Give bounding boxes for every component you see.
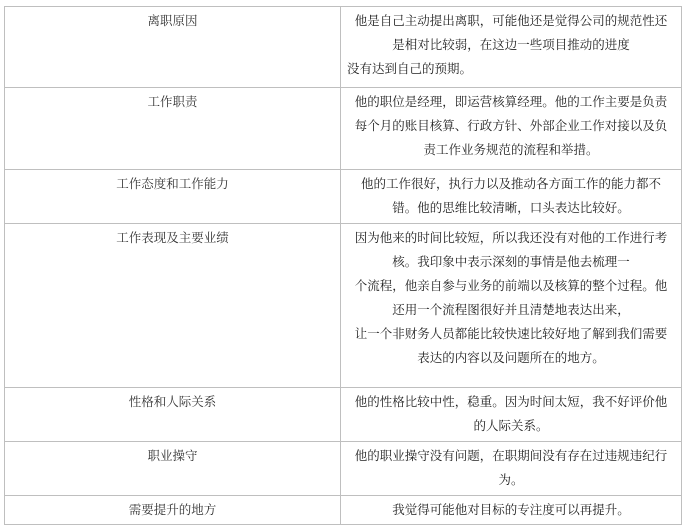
row-label: 离职原因 <box>5 7 341 88</box>
row-label: 需要提升的地方 <box>5 496 341 525</box>
table-row-resignation-reason <box>5 7 682 88</box>
table-row-job-duties <box>5 88 682 170</box>
value-line: 责工作业务规范的流程和举措。 <box>423 142 599 157</box>
value-line: 没有达到自己的预期。 <box>347 61 473 76</box>
table-row-areas-to-improve <box>5 496 682 525</box>
row-label: 工作职责 <box>5 88 341 170</box>
value-line: 他是自己主动提出离职，可能他还是觉得公司的规范性还 <box>354 13 668 28</box>
row-value <box>341 170 682 224</box>
value-line: 他的职业操守没有问题，在职期间没有存在过违规违纪行 <box>354 448 668 463</box>
value-line: 核。我印象中表示深刻的事情是他去梳理一 <box>392 254 630 269</box>
row-value <box>341 442 682 496</box>
row-label: 职业操守 <box>5 442 341 496</box>
value-line: 让一个非财务人员都能比较快速比较好地了解到我们需要 <box>354 326 668 341</box>
value-line: 的人际关系。 <box>473 418 549 433</box>
row-label: 工作表现及主要业绩 <box>5 224 341 388</box>
row-value <box>341 496 682 525</box>
row-value <box>341 224 682 388</box>
row-value <box>341 7 682 88</box>
value-line: 他的性格比较中性，稳重。因为时间太短，我不好评价他 <box>354 394 668 409</box>
value-line: 他的职位是经理，即运营核算经理。他的工作主要是负责 <box>354 94 668 109</box>
row-value <box>341 88 682 170</box>
table-body <box>5 7 682 525</box>
value-line: 错。他的思维比较清晰，口头表达比较好。 <box>392 200 630 215</box>
value-line: 个流程，他亲自参与业务的前端以及核算的整个过程。他 <box>354 278 668 293</box>
table-row-performance <box>5 224 682 388</box>
row-value <box>341 388 682 442</box>
value-line: 表达的内容以及问题所在的地方。 <box>417 350 605 365</box>
value-line: 因为他来的时间比较短，所以我还没有对他的工作进行考 <box>354 230 668 245</box>
row-label: 性格和人际关系 <box>5 388 341 442</box>
reference-check-table <box>4 6 682 525</box>
value-line: 为。 <box>498 472 524 487</box>
value-line: 每个月的账目核算、行政方针、外部企业工作对接以及负 <box>354 118 668 133</box>
table-row-work-attitude <box>5 170 682 224</box>
table-row-personality <box>5 388 682 442</box>
value-line: 他的工作很好，执行力以及推动各方面工作的能力都不 <box>360 176 661 191</box>
table-row-professional-ethics <box>5 442 682 496</box>
value-line: 是相对比较弱，在这边一些项目推动的进度 <box>392 37 630 52</box>
value-line: 我觉得可能他对目标的专注度可以再提升。 <box>392 502 630 517</box>
row-label: 工作态度和工作能力 <box>5 170 341 224</box>
value-line: 还用一个流程图很好并且清楚地表达出来， <box>392 302 630 317</box>
